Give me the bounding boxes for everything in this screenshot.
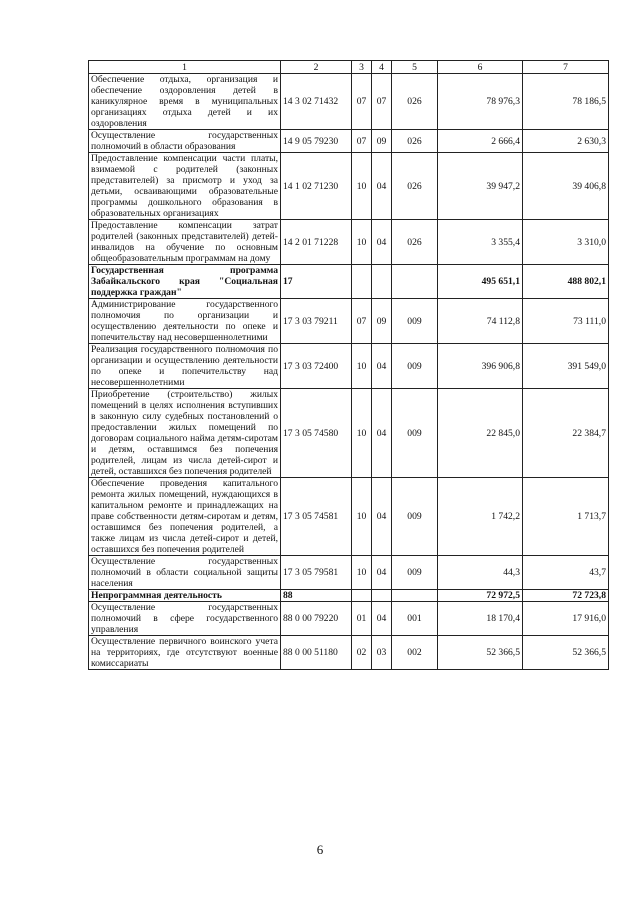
row-name-cell: Администрирование государственного полномочия по организации и осуществлению деятельности по опеке и попечительству над несовершеннолетними bbox=[89, 299, 281, 344]
row-expense-type-cell: 009 bbox=[392, 478, 438, 556]
row-section-cell: 01 bbox=[352, 602, 372, 636]
table-row bbox=[89, 389, 609, 478]
row-amount-1-cell: 3 355,4 bbox=[438, 220, 523, 265]
row-amount-1-cell: 39 947,2 bbox=[438, 153, 523, 220]
row-amount-2-cell: 488 802,1 bbox=[523, 265, 609, 299]
row-amount-1-cell: 44,3 bbox=[438, 556, 523, 590]
table-row bbox=[89, 220, 609, 265]
row-code-cell: 17 3 03 79211 bbox=[281, 299, 352, 344]
row-section-cell bbox=[352, 265, 372, 299]
header-cell: 5 bbox=[392, 61, 438, 74]
row-code-cell: 17 3 05 74581 bbox=[281, 478, 352, 556]
row-section-cell: 07 bbox=[352, 299, 372, 344]
row-section-cell: 07 bbox=[352, 130, 372, 153]
table-row bbox=[89, 636, 609, 670]
row-name-cell: Реализация государственного полномочия по организации и осуществлению деятельности по опеке и попечительству над несовершеннолетними bbox=[89, 344, 281, 389]
row-section-cell: 10 bbox=[352, 556, 372, 590]
row-amount-1-cell: 72 972,5 bbox=[438, 590, 523, 602]
header-cell: 4 bbox=[372, 61, 392, 74]
row-section-cell: 10 bbox=[352, 389, 372, 478]
row-amount-2-cell: 391 549,0 bbox=[523, 344, 609, 389]
row-amount-2-cell: 1 713,7 bbox=[523, 478, 609, 556]
row-section-cell bbox=[352, 590, 372, 602]
table-row bbox=[89, 602, 609, 636]
row-name-cell: Предоставление компенсации затрат родителей (законных представителей) детей-инвалидов на обучение по основным общеобразовательным программам на дому bbox=[89, 220, 281, 265]
table-row bbox=[89, 265, 609, 299]
row-amount-2-cell: 3 310,0 bbox=[523, 220, 609, 265]
row-code-cell: 14 2 01 71228 bbox=[281, 220, 352, 265]
row-amount-1-cell: 74 112,8 bbox=[438, 299, 523, 344]
row-code-cell: 88 bbox=[281, 590, 352, 602]
row-amount-2-cell: 39 406,8 bbox=[523, 153, 609, 220]
row-name-cell: Обеспечение отдыха, организация и обеспечение оздоровления детей в каникулярное время в муниципальных организациях отдыха детей и их оздоровления bbox=[89, 74, 281, 130]
row-expense-type-cell: 009 bbox=[392, 299, 438, 344]
row-subsection-cell: 04 bbox=[372, 153, 392, 220]
row-amount-1-cell: 22 845,0 bbox=[438, 389, 523, 478]
header-cell: 7 bbox=[523, 61, 609, 74]
row-name-cell: Осуществление государственных полномочий в области образования bbox=[89, 130, 281, 153]
row-section-cell: 10 bbox=[352, 153, 372, 220]
row-expense-type-cell: 026 bbox=[392, 74, 438, 130]
table-row bbox=[89, 153, 609, 220]
row-name-cell: Обеспечение проведения капитального ремонта жилых помещений, нуждающихся в капитальном ремонте и принадлежащих на праве собственности детям-сиротам и детям, оставшимся без попечения родителей, а также лицам из числа детей-сирот и детей, оставшихся без попечения родителей bbox=[89, 478, 281, 556]
row-subsection-cell: 04 bbox=[372, 602, 392, 636]
table-row bbox=[89, 556, 609, 590]
row-amount-1-cell: 78 976,3 bbox=[438, 74, 523, 130]
header-cell: 1 bbox=[89, 61, 281, 74]
table-row bbox=[89, 130, 609, 153]
row-expense-type-cell bbox=[392, 265, 438, 299]
row-amount-2-cell: 22 384,7 bbox=[523, 389, 609, 478]
row-expense-type-cell: 026 bbox=[392, 130, 438, 153]
row-name-cell: Предоставление компенсации части платы, взимаемой с родителей (законных представителей) за присмотр и уход за детьми, осваивающими образовательные программы дошкольного образования в образовательных организациях bbox=[89, 153, 281, 220]
budget-table bbox=[88, 60, 609, 670]
row-name-cell: Осуществление первичного воинского учета на территориях, где отсутствуют военные комиссариаты bbox=[89, 636, 281, 670]
row-section-cell: 10 bbox=[352, 478, 372, 556]
row-subsection-cell bbox=[372, 590, 392, 602]
row-name-cell: Осуществление государственных полномочий в сфере государственного управления bbox=[89, 602, 281, 636]
row-section-cell: 10 bbox=[352, 344, 372, 389]
row-section-cell: 02 bbox=[352, 636, 372, 670]
row-name-cell: Осуществление государственных полномочий в области социальной защиты населения bbox=[89, 556, 281, 590]
row-amount-2-cell: 78 186,5 bbox=[523, 74, 609, 130]
row-name-cell: Государственная программа Забайкальского края "Социальная поддержка граждан" bbox=[89, 265, 281, 299]
row-subsection-cell: 04 bbox=[372, 478, 392, 556]
row-name-cell: Приобретение (строительство) жилых помещений в целях исполнения вступивших в законную силу судебных постановлений о предоставлении жилых помещений по договорам социального найма детям-сиротам и детям, оставшимся без попечения родителей, лицам из числа детей-сирот и детей, оставшихся без попечения родителей bbox=[89, 389, 281, 478]
row-expense-type-cell bbox=[392, 590, 438, 602]
row-subsection-cell: 09 bbox=[372, 130, 392, 153]
row-amount-2-cell: 52 366,5 bbox=[523, 636, 609, 670]
row-amount-1-cell: 1 742,2 bbox=[438, 478, 523, 556]
row-expense-type-cell: 009 bbox=[392, 389, 438, 478]
header-cell: 2 bbox=[281, 61, 352, 74]
row-code-cell: 17 bbox=[281, 265, 352, 299]
row-amount-2-cell: 17 916,0 bbox=[523, 602, 609, 636]
row-subsection-cell: 04 bbox=[372, 220, 392, 265]
row-subsection-cell: 03 bbox=[372, 636, 392, 670]
row-name-cell: Непрограммная деятельность bbox=[89, 590, 281, 602]
row-expense-type-cell: 001 bbox=[392, 602, 438, 636]
row-subsection-cell: 09 bbox=[372, 299, 392, 344]
row-amount-2-cell: 2 630,3 bbox=[523, 130, 609, 153]
row-subsection-cell: 04 bbox=[372, 556, 392, 590]
row-amount-2-cell: 72 723,8 bbox=[523, 590, 609, 602]
row-amount-1-cell: 18 170,4 bbox=[438, 602, 523, 636]
row-amount-1-cell: 52 366,5 bbox=[438, 636, 523, 670]
page-number: 6 bbox=[316, 842, 324, 857]
row-section-cell: 07 bbox=[352, 74, 372, 130]
table-row bbox=[89, 344, 609, 389]
row-subsection-cell: 04 bbox=[372, 344, 392, 389]
table-row bbox=[89, 478, 609, 556]
row-code-cell: 14 9 05 79230 bbox=[281, 130, 352, 153]
header-row bbox=[89, 61, 609, 74]
row-amount-2-cell: 73 111,0 bbox=[523, 299, 609, 344]
row-code-cell: 14 1 02 71230 bbox=[281, 153, 352, 220]
row-amount-1-cell: 495 651,1 bbox=[438, 265, 523, 299]
row-code-cell: 17 3 05 74580 bbox=[281, 389, 352, 478]
header-cell: 3 bbox=[352, 61, 372, 74]
row-amount-1-cell: 396 906,8 bbox=[438, 344, 523, 389]
row-code-cell: 88 0 00 51180 bbox=[281, 636, 352, 670]
row-amount-1-cell: 2 666,4 bbox=[438, 130, 523, 153]
row-code-cell: 14 3 02 71432 bbox=[281, 74, 352, 130]
row-code-cell: 17 3 05 79581 bbox=[281, 556, 352, 590]
row-expense-type-cell: 009 bbox=[392, 556, 438, 590]
row-code-cell: 17 3 03 72400 bbox=[281, 344, 352, 389]
row-expense-type-cell: 002 bbox=[392, 636, 438, 670]
table-row bbox=[89, 74, 609, 130]
row-expense-type-cell: 009 bbox=[392, 344, 438, 389]
row-amount-2-cell: 43,7 bbox=[523, 556, 609, 590]
table-row bbox=[89, 299, 609, 344]
row-code-cell: 88 0 00 79220 bbox=[281, 602, 352, 636]
table-row bbox=[89, 590, 609, 602]
header-cell: 6 bbox=[438, 61, 523, 74]
row-expense-type-cell: 026 bbox=[392, 220, 438, 265]
row-subsection-cell: 04 bbox=[372, 389, 392, 478]
row-subsection-cell bbox=[372, 265, 392, 299]
row-section-cell: 10 bbox=[352, 220, 372, 265]
row-subsection-cell: 07 bbox=[372, 74, 392, 130]
row-expense-type-cell: 026 bbox=[392, 153, 438, 220]
